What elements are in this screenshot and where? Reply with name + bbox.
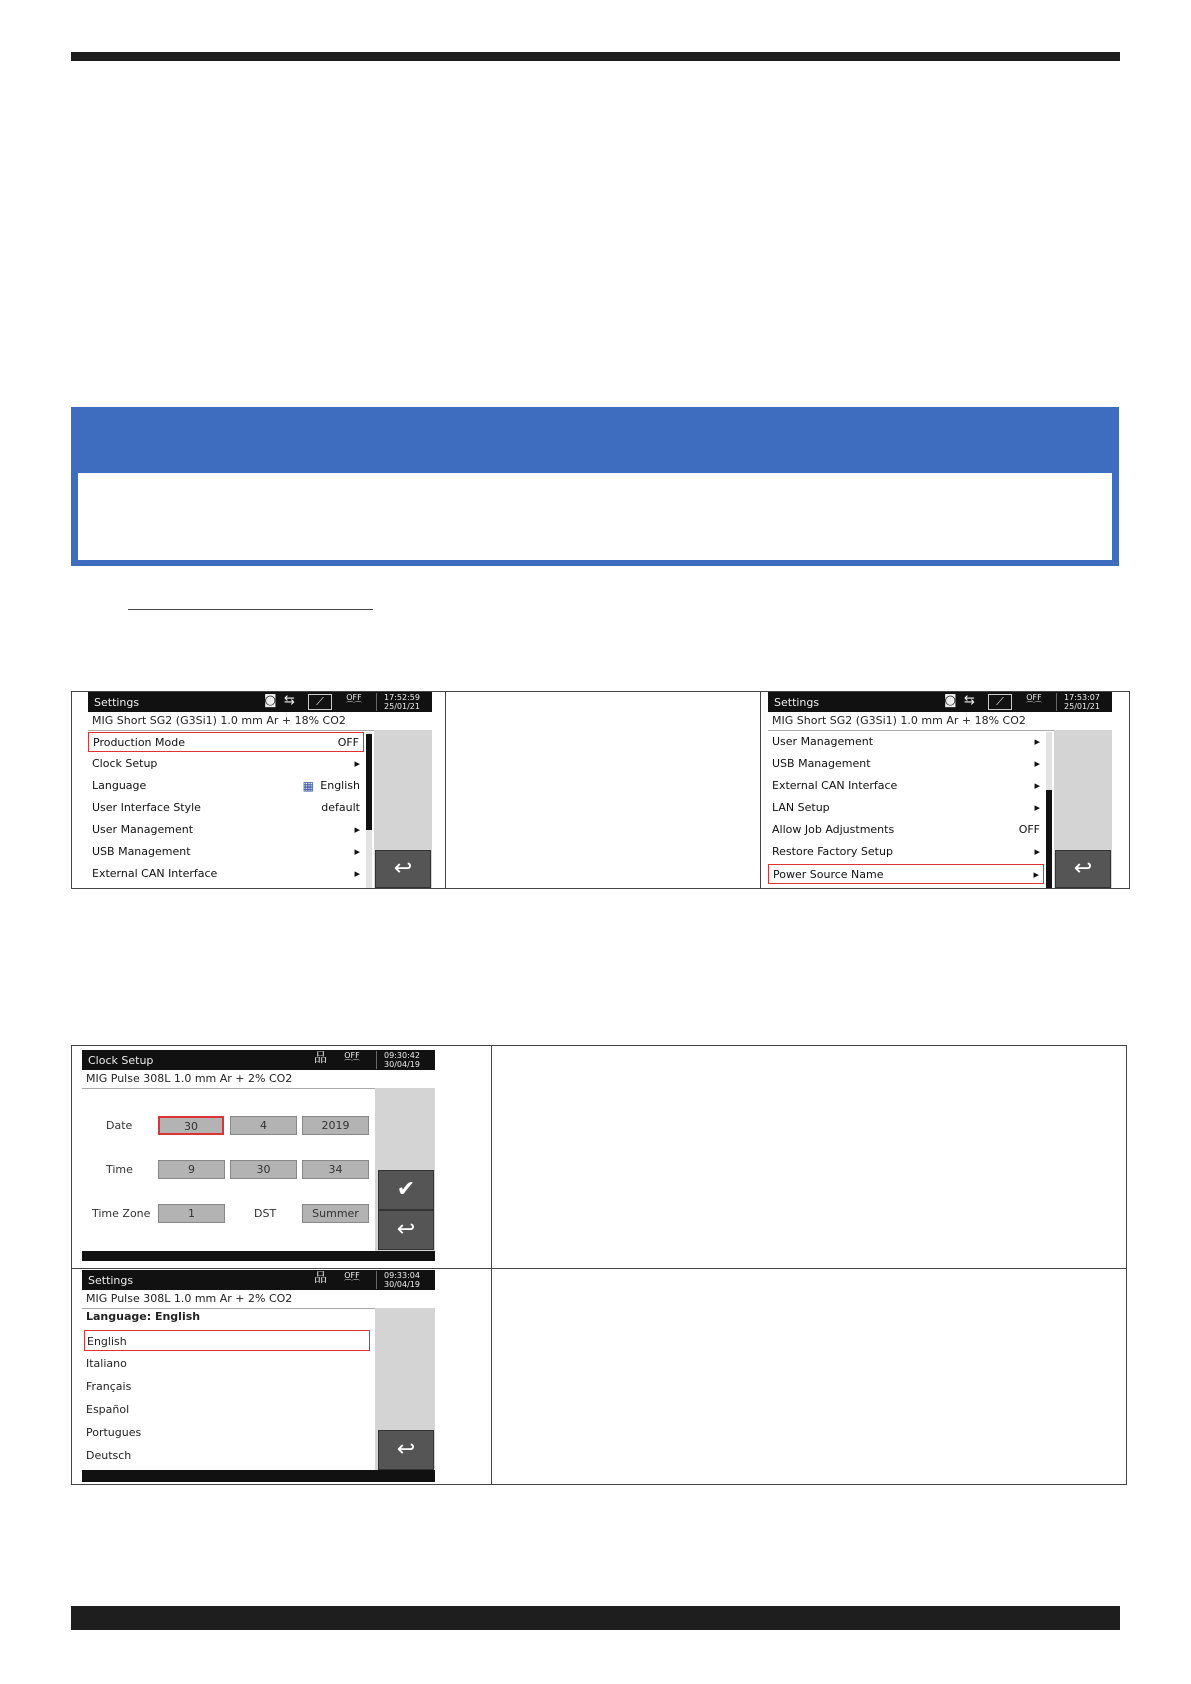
- language-option[interactable]: Portugues: [86, 1426, 142, 1439]
- timezone-label: Time Zone: [92, 1207, 151, 1220]
- menu-item[interactable]: [88, 754, 364, 774]
- minute-field[interactable]: 30: [230, 1160, 297, 1179]
- notice-box-body: [78, 473, 1112, 560]
- second-field[interactable]: 34: [302, 1160, 369, 1179]
- menu-item[interactable]: [88, 798, 364, 818]
- menu-item-label: Allow Job Adjustments: [772, 823, 895, 836]
- year-field[interactable]: 2019: [302, 1116, 369, 1135]
- status-bar: [768, 692, 1112, 712]
- date-label: Date: [106, 1119, 133, 1132]
- language-option[interactable]: Français: [86, 1380, 132, 1393]
- language-option[interactable]: Deutsch: [86, 1449, 132, 1462]
- process-subtitle: MIG Pulse 308L 1.0 mm Ar + 2% CO2: [82, 1290, 435, 1309]
- settings-screen-2: [768, 692, 1112, 888]
- screen-title: Clock Setup: [88, 1054, 154, 1067]
- menu-item[interactable]: [768, 776, 1044, 796]
- clock-setup-screen: [82, 1050, 435, 1261]
- clock-readout: 09:30:42 30/04/19: [376, 1051, 427, 1069]
- menu-item[interactable]: [88, 732, 364, 752]
- dst-label: DST: [254, 1207, 277, 1220]
- footer-rule: [71, 1606, 1120, 1630]
- menu-item-label: USB Management: [772, 757, 871, 770]
- clock-readout: 09:33:04 30/04/19: [376, 1271, 427, 1289]
- hour-field[interactable]: 9: [158, 1160, 225, 1179]
- menu-item-label: External CAN Interface: [92, 867, 218, 880]
- day-field[interactable]: 30: [158, 1116, 224, 1135]
- network-icon: 品: [314, 1271, 328, 1286]
- menu-item-value: ▸: [1034, 779, 1040, 792]
- menu-item-label: External CAN Interface: [772, 779, 898, 792]
- menu-item[interactable]: [88, 842, 364, 862]
- screen-title: Settings: [94, 696, 140, 709]
- clock-readout: 17:52:59 25/01/21: [376, 693, 427, 711]
- menu-item[interactable]: [768, 842, 1044, 862]
- menu-item[interactable]: [768, 754, 1044, 774]
- timezone-field[interactable]: 1: [158, 1204, 225, 1223]
- camera-icon: ◙: [944, 693, 957, 708]
- menu-item-label: User Management: [772, 735, 874, 748]
- menu-item[interactable]: [768, 820, 1044, 840]
- status-bar: [82, 1050, 435, 1070]
- dst-field[interactable]: Summer: [302, 1204, 369, 1223]
- menu-item-label: Power Source Name: [773, 868, 884, 881]
- menu-item-label: User Management: [92, 823, 194, 836]
- time-label: Time: [106, 1163, 133, 1176]
- back-button[interactable]: ↩: [375, 850, 431, 888]
- scrollbar[interactable]: [366, 732, 372, 888]
- menu-item-value: ▸: [1034, 735, 1040, 748]
- process-subtitle: MIG Short SG2 (G3Si1) 1.0 mm Ar + 18% CO2: [768, 712, 1112, 731]
- language-header: Language: English: [86, 1310, 201, 1323]
- clock-readout: 17:53:07 25/01/21: [1056, 693, 1107, 711]
- menu-item-label: USB Management: [92, 845, 191, 858]
- menu-item-label: LAN Setup: [772, 801, 830, 814]
- menu-item[interactable]: [88, 820, 364, 840]
- menu-item-label: User Interface Style: [92, 801, 201, 814]
- menu-item-value: ▸: [354, 867, 360, 880]
- process-subtitle: MIG Short SG2 (G3Si1) 1.0 mm Ar + 18% CO2: [88, 712, 432, 731]
- screen-title: Settings: [774, 696, 820, 709]
- settings-screen-1: [88, 692, 432, 888]
- back-button[interactable]: ↩: [378, 1430, 434, 1470]
- menu-item[interactable]: [768, 732, 1044, 752]
- language-option[interactable]: English: [84, 1330, 370, 1351]
- menu-item-label: Production Mode: [93, 736, 185, 749]
- menu-item-value: ▸: [354, 845, 360, 858]
- menu-item-value: OFF: [1018, 823, 1040, 836]
- month-field[interactable]: 4: [230, 1116, 297, 1135]
- header-rule: [71, 52, 1120, 61]
- usb-icon: ⇆: [284, 693, 295, 708]
- process-subtitle: MIG Pulse 308L 1.0 mm Ar + 2% CO2: [82, 1070, 435, 1089]
- menu-item-value: ▸: [1034, 845, 1040, 858]
- menu-item-value: ▸: [1034, 757, 1040, 770]
- menu-item-value: ▸: [1033, 868, 1039, 881]
- curve-icon: ⟋: [308, 694, 332, 710]
- underlined-link-placeholder: [128, 609, 373, 610]
- language-option[interactable]: Italiano: [86, 1357, 127, 1370]
- menu-item-label: Clock Setup: [92, 757, 158, 770]
- status-bar: [88, 692, 432, 712]
- back-button[interactable]: ↩: [1055, 850, 1111, 888]
- menu-item[interactable]: [88, 776, 364, 796]
- screen-title: Settings: [88, 1274, 134, 1287]
- menu-item-label: Restore Factory Setup: [772, 845, 893, 858]
- network-icon: 品: [314, 1051, 328, 1066]
- wire-status-icon: OFF ⌒⌒: [1026, 693, 1042, 710]
- menu-item-value: ▸: [1034, 801, 1040, 814]
- menu-item-value: OFF: [337, 736, 359, 749]
- menu-item-value: ▸: [354, 757, 360, 770]
- menu-item-value: default: [321, 801, 360, 814]
- language-screen: [82, 1270, 435, 1482]
- scrollbar[interactable]: [1046, 732, 1052, 888]
- wire-status-icon: OFF ⌒⌒: [344, 1271, 360, 1288]
- language-option[interactable]: Español: [86, 1403, 130, 1416]
- confirm-button[interactable]: ✔: [378, 1170, 434, 1210]
- camera-icon: ◙: [264, 693, 277, 708]
- wire-status-icon: OFF ⌒⌒: [344, 1051, 360, 1068]
- footer-strip: [82, 1251, 435, 1261]
- wire-status-icon: OFF ⌒⌒: [346, 693, 362, 710]
- menu-item-value: ▸: [354, 823, 360, 836]
- status-bar: [82, 1270, 435, 1290]
- curve-icon: ⟋: [988, 694, 1012, 710]
- menu-item[interactable]: [768, 798, 1044, 818]
- menu-item-label: Language: [92, 779, 147, 792]
- usb-icon: ⇆: [964, 693, 975, 708]
- menu-item[interactable]: [768, 864, 1044, 884]
- menu-item-value: English: [320, 779, 360, 792]
- back-button[interactable]: ↩: [378, 1210, 434, 1250]
- menu-item[interactable]: [88, 864, 364, 884]
- uk-flag-icon: ▦: [302, 779, 314, 793]
- footer-strip: [82, 1470, 435, 1482]
